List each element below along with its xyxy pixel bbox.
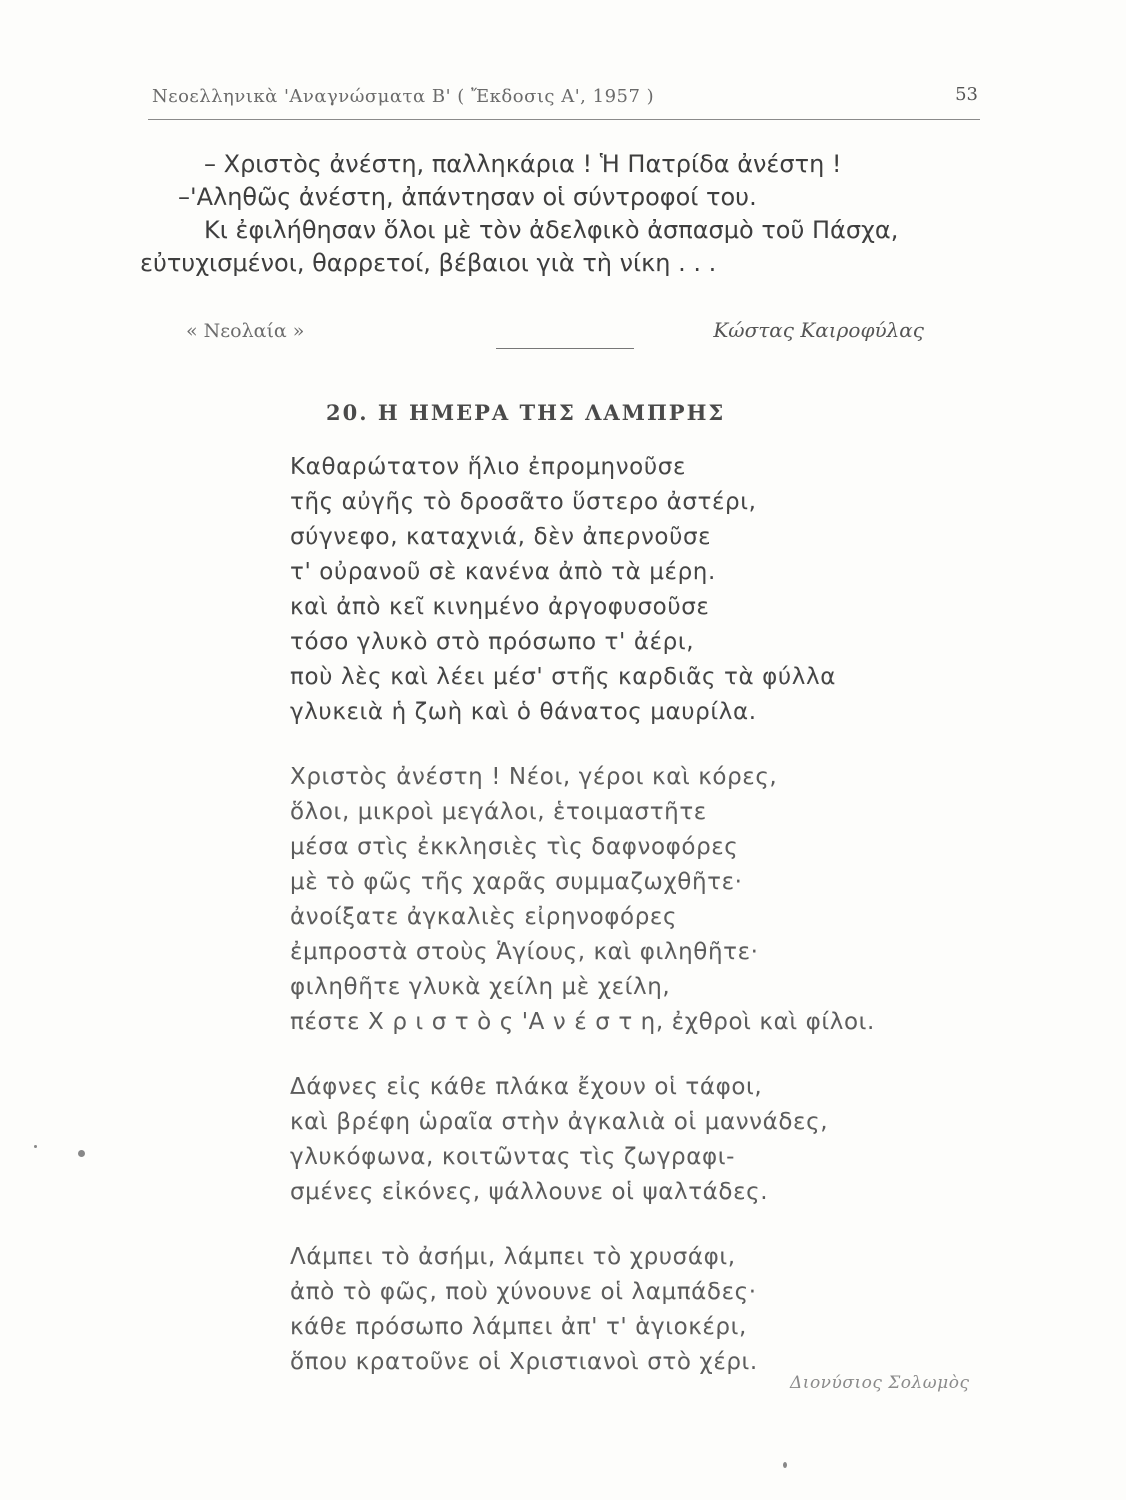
poem-body — [290, 450, 990, 1410]
source-publication: « Νεολαία » — [186, 320, 305, 342]
verse-line: τ' οὐρανοῦ σὲ κανένα ἀπὸ τὰ μέρη. — [290, 559, 716, 585]
running-header: Νεοελληνικὰ 'Αναγνώσματα Β' ( Ἔκδοσις Α', 1957 ) — [152, 86, 655, 107]
verse-line: τῆς αὐγῆς τὸ δροσᾶτο ὕστερο ἀστέρι, — [290, 489, 757, 515]
verse-line: ἀνοίξατε ἀγκαλιὲς εἰρηνοφόρες — [290, 904, 678, 930]
prose-line: –'Αληθῶς ἀνέστη, ἀπάντησαν οἱ σύντροφοί του. — [178, 183, 757, 211]
verse-line: Χριστὸς ἀνέστη ! Νέοι, γέροι καὶ κόρες, — [290, 764, 778, 790]
prose-line: Κι ἐφιλήθησαν ὅλοι μὲ τὸν ἀδελφικὸ ἀσπασμὸ τοῦ Πάσχα, — [204, 216, 899, 244]
verse-line: καὶ ἀπὸ κεῖ κινημένο ἀργοφυσοῦσε — [290, 594, 710, 620]
verse-line: ποὺ λὲς καὶ λέει μέσ' στῆς καρδιᾶς τὰ φύλλα — [290, 664, 836, 690]
poem-author: Διονύσιος Σολωμὸς — [790, 1373, 970, 1393]
paper-speck — [78, 1150, 85, 1157]
stanza — [290, 1070, 990, 1210]
verse-line: καὶ βρέφη ὡραῖα στὴν ἀγκαλιὰ οἱ μαννάδες, — [290, 1109, 829, 1135]
paper-speck — [783, 1462, 787, 1468]
verse-line: μέσα στὶς ἐκκλησιὲς τὶς δαφνοφόρες — [290, 834, 739, 860]
stanza — [290, 450, 990, 730]
verse-line: ἀπὸ τὸ φῶς, ποὺ χύνουνε οἱ λαμπάδες· — [290, 1279, 757, 1305]
verse-line: φιληθῆτε γλυκὰ χείλη μὲ χείλη, — [290, 974, 671, 1000]
verse-line: Καθαρώτατον ἥλιο ἐπρομηνοῦσε — [290, 454, 686, 480]
verse-line: πέστε Χ ρ ι σ τ ὸ ς 'Α ν έ σ τ η, ἐχθροὶ καὶ φίλοι. — [290, 1009, 875, 1035]
verse-line: ἐμπροστὰ στοὺς Ἁγίους, καὶ φιληθῆτε· — [290, 939, 759, 965]
verse-line: γλυκόφωνα, κοιτῶντας τὶς ζωγραφι- — [290, 1144, 736, 1170]
previous-text-ending — [140, 148, 980, 280]
verse-line: τόσο γλυκὸ στὸ πρόσωπο τ' ἀέρι, — [290, 629, 695, 655]
page-number: 53 — [955, 84, 978, 105]
verse-line: κάθε πρόσωπο λάμπει ἀπ' τ' ἁγιοκέρι, — [290, 1314, 747, 1340]
verse-line: ὅπου κρατοῦνε οἱ Χριστιανοὶ στὸ χέρι. — [290, 1349, 758, 1375]
poem-title: 20. Η ΗΜΕΡΑ ΤΗΣ ΛΑΜΠΡΗΣ — [326, 400, 726, 425]
attribution-row — [186, 318, 924, 342]
stanza — [290, 760, 990, 1040]
stanza — [290, 1240, 990, 1380]
verse-line: σύγνεφο, καταχνιά, δὲν ἀπερνοῦσε — [290, 524, 712, 550]
verse-line: γλυκειὰ ἡ ζωὴ καὶ ὁ θάνατος μαυρίλα. — [290, 699, 757, 725]
verse-line: μὲ τὸ φῶς τῆς χαρᾶς συμμαζωχθῆτε· — [290, 869, 743, 895]
verse-line: σμένες εἰκόνες, ψάλλουνε οἱ ψαλτάδες. — [290, 1179, 769, 1205]
prose-line: – Χριστὸς ἀνέστη, παλληκάρια ! Ἡ Πατρίδα ἀνέστη ! — [204, 150, 842, 178]
verse-line: ὅλοι, μικροὶ μεγάλοι, ἑτοιμαστῆτε — [290, 799, 707, 825]
verse-line: Λάμπει τὸ ἀσήμι, λάμπει τὸ χρυσάφι, — [290, 1244, 736, 1270]
verse-line: Δάφνες εἰς κάθε πλάκα ἔχουν οἱ τάφοι, — [290, 1074, 763, 1100]
header-rule — [148, 119, 980, 120]
paper-speck — [34, 1145, 37, 1148]
section-separator — [496, 348, 634, 349]
prose-line: εὐτυχισμένοι, θαρρετοί, βέβαιοι γιὰ τὴ νίκη . . . — [140, 249, 717, 277]
previous-author: Κώστας Καιροφύλας — [713, 318, 924, 342]
